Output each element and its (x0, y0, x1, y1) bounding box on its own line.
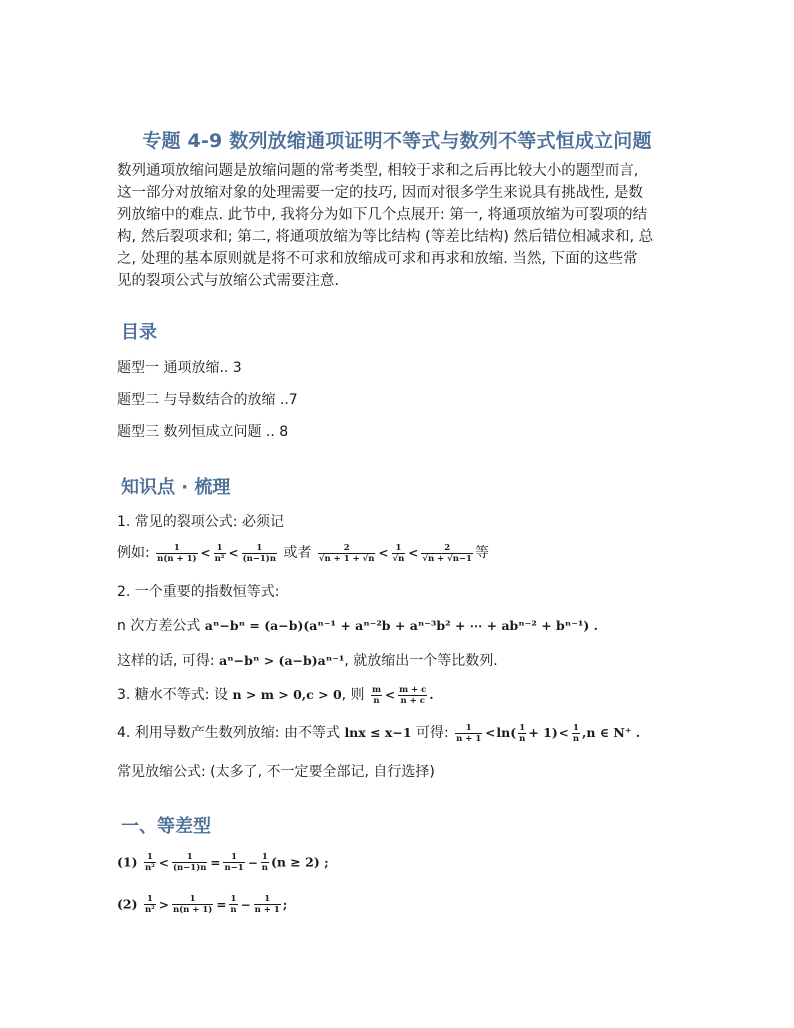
document-title: 专题 4-9 数列放缩通项证明不等式与数列不等式恒成立问题 (142, 130, 652, 152)
fraction: $\frac{2}{√n + √n-1}$ (422, 542, 472, 564)
fraction: $\frac{m}{n}$ (372, 684, 382, 706)
fraction: $\frac{m + c}{n + c}$ (399, 684, 427, 706)
point-1-title: 1. 常见的裂项公式: 必须记 (117, 514, 284, 530)
fraction: $\frac{1}{(n-1)n}$ (242, 542, 277, 564)
intro-line: 这一部分对放缩对象的处理需要一定的技巧, 因而对很多学生来说具有挑战性, 是数 (117, 185, 643, 201)
fraction: $\frac{1}{n(n + 1)}$ (157, 542, 197, 564)
condition-tail: (n ≥ 2) ; (270, 854, 329, 870)
inequality-formula: aⁿ−bⁿ > (a−b)aⁿ⁻¹ (219, 653, 345, 668)
intro-line: 列放缩中的难点. 此节中, 我将分为如下几个点展开: 第一, 将通项放缩为可裂项的结 (117, 207, 648, 223)
knowledge-heading: 知识点 · 梳理 (121, 477, 231, 498)
fraction: $\frac{1}{n + 1}$ (456, 722, 482, 744)
fraction: $\frac{1}{n + 1}$ (254, 894, 280, 915)
formula-prefix: n 次方差公式 (117, 618, 201, 634)
etc-text: 等 (474, 545, 489, 561)
point-2-formula-line (117, 615, 598, 635)
ln-open: ln( (496, 725, 517, 740)
semicolon: ; (282, 896, 288, 912)
then-text: 可得: (415, 725, 449, 741)
intro-paragraph (117, 160, 687, 292)
section-1-item-1: (1) $\frac{1}{\text{n²}}$ < $\frac{1}{(n-1)n}$ = $\frac{1}{n-1}$ − $\frac{1}{n}$ (n ≥ 2) ; (117, 852, 329, 873)
point-1-example: 例如: $\frac{1}{n(n + 1)}$ < $\frac{1}{\text{n²}}$ < $\frac{1}{(n-1)n}$ 或者 $\frac{2}{√n + 1 + √n}$ < $\frac{1}{√n}$ < $\frac{2}{√n + √n-1}$ 等 (117, 542, 489, 564)
example-prefix: 例如: (117, 545, 150, 561)
toc-item[interactable]: 题型三 数列恒成立问题 .. 8 (117, 424, 289, 440)
fraction: $\frac{1}{n}$ (572, 722, 579, 744)
formula-prefix: 3. 糖水不等式: 设 (117, 687, 228, 703)
formula-suffix: , 就放缩出一个等比数列. (344, 653, 498, 669)
intro-line: 数列通项放缩问题是放缩问题的常考类型, 相较于求和之后再比较大小的题型而言, (117, 163, 639, 179)
fraction: $\frac{1}{n}$ (519, 722, 526, 744)
then-text: , 则 (341, 687, 365, 703)
ln-close: + 1) (528, 725, 558, 740)
or-text: 或者 (283, 545, 312, 561)
toc-item[interactable]: 题型一 通项放缩.. 3 (117, 360, 242, 376)
point-2-title: 2. 一个重要的指数恒等式: (117, 584, 280, 600)
intro-line: 构, 然后裂项求和; 第二, 将通项放缩为等比结构 (等差比结构) 然后错位相减求和, 总 (117, 229, 654, 245)
point-3-line: 3. 糖水不等式: 设 n > m > 0,c > 0, 则 $\frac{m}{n}$ < $\frac{m + c}{n + c}$ . (117, 684, 434, 706)
fraction: $\frac{1}{√n}$ (392, 542, 405, 564)
fraction: $\frac{1}{n}$ (261, 852, 268, 873)
power-difference-formula: aⁿ−bⁿ = (a−b)(aⁿ⁻¹ + aⁿ⁻²b + aⁿ⁻³b² + ⋯ + abⁿ⁻² + bⁿ⁻¹) . (204, 618, 598, 633)
point-5-line: 常见放缩公式: (太多了, 不一定要全部记, 自行选择) (117, 764, 435, 780)
point-4-line: 4. 利用导数产生数列放缩: 由不等式 lnx ≤ x−1 可得: $\frac{1}{n + 1}$ <ln( $\frac{1}{n}$ + 1)< $\frac{1}{n}$ ,n ∈ N⁺ . (117, 722, 641, 744)
toc-heading: 目录 (121, 322, 157, 343)
fraction: $\frac{1}{n-1}$ (224, 852, 244, 873)
fraction: $\frac{1}{\text{n²}}$ (144, 852, 155, 873)
domain-tail: ,n ∈ N⁺ . (582, 725, 641, 740)
section-1-item-2: (2) $\frac{1}{\text{n²}}$ > $\frac{1}{n(n + 1)}$ = $\frac{1}{n}$ − $\frac{1}{n + 1}$ ; (117, 894, 288, 915)
fraction: $\frac{1}{n(n + 1)}$ (172, 894, 213, 915)
intro-line: 之, 处理的基本原则就是将不可求和放缩成可求和再求和放缩. 当然, 下面的这些常 (117, 251, 638, 267)
item-label: (2) (117, 896, 138, 912)
fraction: $\frac{1}{n}$ (230, 894, 237, 915)
condition-formula: n > m > 0,c > 0 (232, 687, 342, 702)
toc-item[interactable]: 题型二 与导数结合的放缩 ..7 (117, 392, 298, 408)
point-2b-line (117, 650, 498, 670)
fraction: $\frac{1}{\text{n²}}$ (214, 542, 225, 564)
fraction: $\frac{2}{√n + 1 + √n}$ (318, 542, 375, 564)
item-label: (1) (117, 854, 138, 870)
formula-prefix: 这样的话, 可得: (117, 653, 215, 669)
formula-prefix: 4. 利用导数产生数列放缩: 由不等式 (117, 725, 340, 741)
period: . (429, 687, 434, 702)
intro-line: 见的裂项公式与放缩公式需要注意. (117, 273, 340, 289)
log-inequality: lnx ≤ x−1 (344, 725, 412, 740)
fraction: $\frac{1}{\text{n²}}$ (144, 894, 155, 915)
section-1-heading: 一、等差型 (121, 816, 211, 837)
fraction: $\frac{1}{(n-1)n}$ (172, 852, 207, 873)
